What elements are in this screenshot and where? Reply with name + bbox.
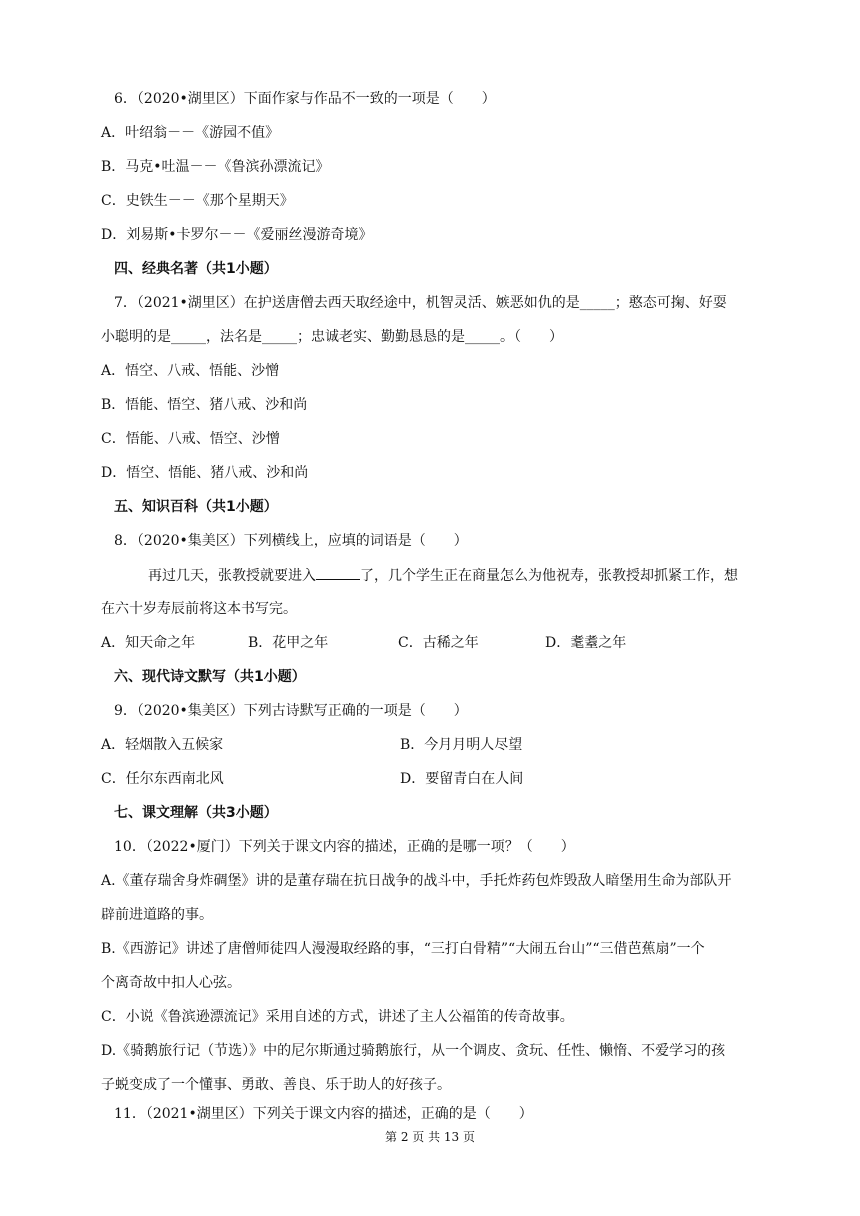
question-7-stem-line-2: 小聪明的是_____，法名是_____；忠诚老实、勤勤恳恳的是_____。（ ） (101, 329, 563, 345)
question-6-option-b: B．马克•吐温－－《鲁滨孙漂流记》 (101, 159, 330, 175)
section-5-heading: 五、知识百科（共1小题） (114, 499, 278, 515)
question-6-stem: 6．（2020•湖里区）下面作家与作品不一致的一项是（ ） (114, 91, 496, 107)
question-10-stem: 10．（2022•厦门）下列关于课文内容的描述，正确的是哪一项？（ ） (114, 839, 575, 855)
question-9-stem: 9．（2020•集美区）下列古诗默写正确的一项是（ ） (114, 703, 468, 719)
question-6-option-a: A．叶绍翁－－《游园不值》 (101, 125, 280, 141)
question-9-option-a: A．轻烟散入五候家 (101, 737, 224, 753)
question-11-stem: 11．（2021•湖里区）下列关于课文内容的描述，正确的是（ ） (114, 1106, 533, 1122)
fill-in-blank (316, 565, 360, 580)
section-7-heading: 七、课文理解（共3小题） (114, 805, 278, 821)
question-9-option-c: C．任尔东西南北风 (101, 771, 224, 787)
question-7-option-a: A．悟空、八戒、悟能、沙憎 (101, 363, 280, 379)
question-6-option-c: C．史铁生－－《那个星期天》 (101, 193, 294, 209)
question-10-option-a-line-2: 辟前进道路的事。 (101, 907, 213, 923)
question-7-option-c: C．悟能、八戒、悟空、沙憎 (101, 431, 280, 447)
question-10-option-d-line-2: 子蜕变成了一个懂事、勇敢、善良、乐于助人的好孩子。 (101, 1077, 451, 1093)
question-8-stem: 8．（2020•集美区）下列横线上，应填的词语是（ ） (114, 533, 468, 549)
question-10-option-b-line-2: 个离奇故中扣人心弦。 (101, 975, 241, 991)
question-10-option-b-line-1: B.《西游记》讲述了唐僧师徒四人漫漫取经路的事，“三打白骨精”“大闹五台山”“三借芭蕉扇”一个 (101, 941, 705, 957)
question-9-option-d: D．要留青白在人间 (400, 771, 524, 787)
question-8-option-d: D．耄耋之年 (545, 635, 627, 651)
question-7-stem-line-1: 7．（2021•湖里区）在护送唐僧去西天取经途中，机智灵活、嫉恶如仇的是_____；憨态可掬、好耍 (114, 295, 727, 311)
question-8-option-b: B．花甲之年 (248, 635, 329, 651)
page-footer: 第 2 页 共 13 页 (385, 1130, 475, 1144)
question-8-passage-part-1: 再过几天，张教授就要进入 (148, 568, 316, 584)
question-8-passage-part-2: 了，几个学生正在商量怎么为他祝寿，张教授却抓紧工作，想 (360, 568, 738, 584)
question-8-passage-line-2: 在六十岁寿辰前将这本书写完。 (101, 601, 297, 617)
section-4-heading: 四、经典名著（共1小题） (114, 261, 278, 277)
question-10-option-c: C．小说《鲁滨逊漂流记》采用自述的方式，讲述了主人公福笛的传奇故事。 (101, 1009, 574, 1025)
question-7-option-b: B．悟能、悟空、猪八戒、沙和尚 (101, 397, 308, 413)
section-6-heading: 六、现代诗文默写（共1小题） (114, 669, 306, 685)
question-6-option-d: D．刘易斯•卡罗尔－－《爱丽丝漫游奇境》 (101, 227, 373, 243)
question-8-option-a: A．知天命之年 (101, 635, 196, 651)
question-7-option-d: D．悟空、悟能、猪八戒、沙和尚 (101, 465, 309, 481)
question-8-passage-line-1 (148, 565, 780, 586)
question-10-option-d-line-1: D.《骑鹅旅行记（节选）》中的尼尔斯通过骑鹅旅行，从一个调皮、贪玩、任性、懒惰、不爱学习的孩 (101, 1043, 726, 1059)
question-8-option-c: C．古稀之年 (398, 635, 479, 651)
question-9-option-b: B．今月月明人尽望 (400, 737, 523, 753)
question-10-option-a-line-1: A.《董存瑞舍身炸碉堡》讲的是董存瑞在抗日战争的战斗中，手托炸药包炸毁敌人暗堡用生命为部队开 (101, 873, 732, 889)
